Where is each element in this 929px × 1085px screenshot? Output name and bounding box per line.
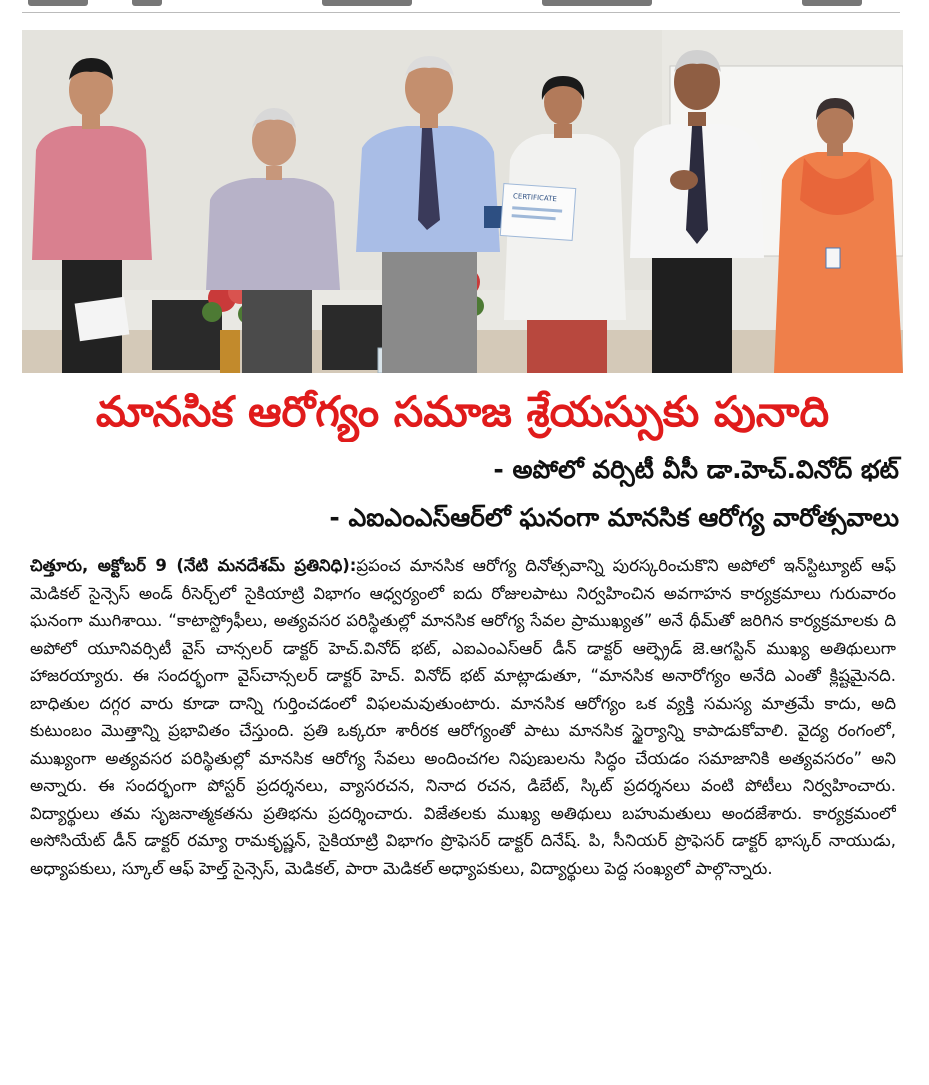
subhead-quote-source: - అపోలో వర్సిటీ వీసీ డా.హెచ్.వినోద్ భట్ [493,455,899,484]
previous-article-strip [22,0,900,14]
certificate-icon [500,184,575,241]
article-text: ప్రపంచ మానసిక ఆరోగ్య దినోత్సవాన్ని పురస్కరించుకొని అపోలో ఇన్‌స్టిట్యూట్ ఆఫ్ మెడికల్ సైన్సెస్ అండ్ రీసెర్చ్‌లో సైకియాట్రి విభాగం ఆధ్వర్యంలో ఐదు రోజులపాటు నిర్వహించిన అవగాహన కార్యక్రమాలు గురువారం ఘనంగా ముగిశాయి. “కాటాస్ట్రోఫీలు, అత్యవసర పరిస్థితుల్లో మానసిక ఆరోగ్య సేవల ప్రాముఖ్యత” అనే థీమ్‌తో జరిగిన కార్యక్రమాలకు ది అపోలో యూనివర్సిటీ వైస్ చాన్సలర్ డాక్టర్ హెచ్.వినోద్ భట్, ఎఐఎంఎస్ఆర్ డీన్ డాక్టర్ ఆల్ఫ్రెడ్ జె.ఆగస్టిన్ ముఖ్య అతిథులుగా హాజరయ్యారు. ఈ సందర్భంగా వైస్‌చాన్సలర్ డాక్టర్ హెచ్. వినోద్ భట్ మాట్లాడుతూ, “మానసిక అనారోగ్యం అనేది ఎంతో క్లిష్టమైనది. బాధితుల దగ్గర వారు కూడా దాన్ని గుర్తించడంలో విఫలమవుతుంటారు. మానసిక ఆరోగ్యం ఒక వ్యక్తి సమస్య మాత్రమే కాదు, అది కుటుంబం మొత్తాన్ని ప్రభావితం చేస్తుంది. ప్రతి ఒక్కరూ శారీరక ఆరోగ్యంతో పాటు మానసిక స్థైర్యాన్ని కాపాడుకోవాలి. వైద్య రంగంలో, ముఖ్యంగా అత్యవసర పరిస్థితుల్లో మానసిక ఆరోగ్య సేవలు అందించగల నిపుణులను సిద్ధం చేయడం సమాజానికి అత్యవసరం” అని అన్నారు. ఈ సందర్భంగా పోస్టర్ ప్రదర్శనలు, వ్యాసరచన, నినాద రచన, డిబేట్, స్కిట్ ప్రదర్శనలు వంటి పోటీలు నిర్వహించారు. విద్యార్థులు తమ సృజనాత్మకతను ప్రతిభను ప్రదర్శించారు. విజేతలకు ముఖ్య అతిథులు బహుమతులు అందజేశారు. కార్యక్రమంలో అసోసియేట్ డీన్ డాక్టర్ రమ్యా రామకృష్ణన్, సైకియాట్రి విభాగం ప్రొఫెసర్ డాక్టర్ దినేష్. పి, సీనియర్ ప్రొఫెసర్ డాక్టర్ భాస్కర్ నాయుడు, అధ్యాపకులు, స్కూల్ ఆఫ్ హెల్త్ సైన్సెస్, మెడికల్, పారా మెడికల్ అధ్యాపకులు, విద్యార్థులు పెద్ద సంఖ్యలో పాల్గొన్నారు. [30,556,896,878]
svg-text:CERTIFICATE: CERTIFICATE [512,192,558,204]
event-photo-icon [22,30,903,373]
subhead-event: - ఎఐఎంఎస్‌ఆర్‌లో ఘనంగా మానసిక ఆరోగ్య వారోత్సవాలు [329,503,899,532]
event-photo [22,30,903,373]
article-body [30,552,896,1052]
dateline: చిత్తూరు, అక్టోబర్ 9 (నేటి మనదేశమ్ ప్రతినిధి): [30,556,357,575]
headline: మానసిక ఆరోగ్యం సమాజ శ్రేయస్సుకు పునాది [95,387,830,436]
